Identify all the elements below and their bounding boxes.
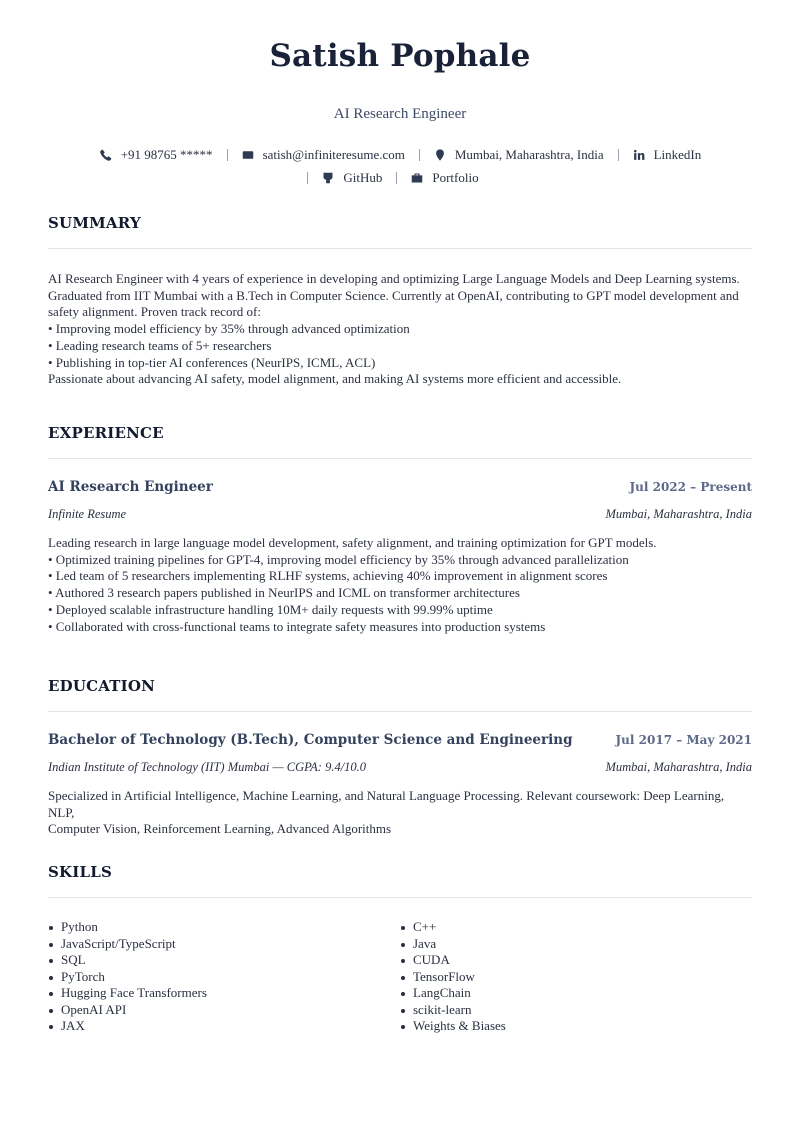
summary-divider [48,248,752,249]
degree-school: Indian Institute of Technology (IIT) Mumbai — CGPA: 9.4/10.0 [48,760,367,774]
summary-line: AI Research Engineer with 4 years of experience in developing and optimizing Large Language Models and Deep Learning systems. [48,271,740,286]
contact-bar [48,146,752,187]
skill-item: Python [48,919,400,936]
contact-email-text: satish@infiniteresume.com [262,147,405,162]
job-line: • Deployed scalable infrastructure handling 10M+ daily requests with 99.99% uptime [48,601,493,617]
github-icon [321,171,335,185]
job-description [48,535,752,635]
summary-text [48,271,752,388]
skill-item: Weights & Biases [400,1018,752,1035]
skill-item: OpenAI API [48,1002,400,1019]
skill-item: C++ [400,919,752,936]
envelope-icon [241,148,255,162]
linkedin-icon [632,148,646,162]
skills-grid [48,919,752,1035]
phone-icon [99,148,113,162]
degree-header [48,732,752,748]
summary-line: Graduated from IIT Mumbai with a B.Tech in Computer Science. Currently at OpenAI, contributing to GPT model development and [48,287,739,303]
degree-title: Bachelor of Technology (B.Tech), Computer Science and Engineering [48,732,573,748]
job-line: • Collaborated with cross-functional teams to integrate safety measures into production systems [48,618,546,634]
degree-location: Mumbai, Maharashtra, India [605,760,752,774]
education-section [48,677,752,838]
job-title: AI Research Engineer [48,479,213,495]
summary-line: safety alignment. Proven track record of: [48,304,261,320]
skill-item: Hugging Face Transformers [48,985,400,1002]
summary-line: • Improving model efficiency by 35% through advanced optimization [48,321,410,337]
degree-dates: Jul 2017 – May 2021 [615,733,752,747]
contact-github[interactable] [307,169,396,187]
job-header [48,479,752,495]
education-divider [48,711,752,712]
contact-phone[interactable] [85,146,227,164]
job-subheader [48,507,752,522]
experience-heading: EXPERIENCE [48,424,164,442]
contact-location-text: Mumbai, Maharashtra, India [454,147,604,162]
summary-line: • Leading research teams of 5+ researchers [48,337,272,353]
degree-description [48,788,752,838]
contact-github-text: GitHub [343,170,383,185]
job-line: Leading research in large language model development, safety alignment, and training optimization for GPT models. [48,535,657,550]
job-line: • Optimized training pipelines for GPT-4, improving model efficiency by 35% through advanced parallelization [48,551,629,567]
contact-email[interactable] [227,146,419,164]
summary-line: • Publishing in top-tier AI conferences (NeurIPS, ICML, ACL) [48,354,376,370]
degree-subheader [48,760,752,775]
skill-item: SQL [48,952,400,969]
experience-divider [48,458,752,459]
job-company: Infinite Resume [48,507,127,521]
contact-location [419,146,618,164]
skill-item: PyTorch [48,969,400,986]
education-heading: EDUCATION [48,677,156,695]
candidate-name: Satish Pophale [269,38,531,74]
skill-item: TensorFlow [400,969,752,986]
skill-item: LangChain [400,985,752,1002]
job-dates: Jul 2022 – Present [629,480,752,494]
contact-linkedin-text: LinkedIn [653,147,702,162]
skill-item: JavaScript/TypeScript [48,936,400,953]
degree-line: Computer Vision, Reinforcement Learning, Advanced Algorithms [48,821,392,837]
skills-right-column [400,919,752,1035]
contact-linkedin[interactable] [618,146,716,164]
contact-portfolio[interactable] [396,169,492,187]
skills-section [48,863,752,1035]
job-line: • Authored 3 research papers published in NeurIPS and ICML on transformer architectures [48,585,520,601]
skill-item: CUDA [400,952,752,969]
job-line: • Led team of 5 researchers implementing RLHF systems, achieving 40% improvement in alignment scores [48,568,608,584]
summary-section [48,214,752,388]
skills-left-column [48,919,400,1035]
summary-line: Passionate about advancing AI safety, model alignment, and making AI systems more efficient and accessible. [48,371,622,387]
skill-item: JAX [48,1018,400,1035]
briefcase-icon [410,171,424,185]
contact-portfolio-text: Portfolio [432,170,479,185]
candidate-role: AI Research Engineer [333,106,467,122]
job-location: Mumbai, Maharashtra, India [605,507,752,521]
experience-section [48,424,752,635]
summary-heading: SUMMARY [48,214,141,232]
skills-heading: SKILLS [48,863,113,881]
skill-item: Java [400,936,752,953]
skills-divider [48,897,752,898]
map-pin-icon [433,148,447,162]
contact-phone-text: +91 98765 ***** [120,147,213,162]
skill-item: scikit-learn [400,1002,752,1019]
degree-line: Specialized in Artificial Intelligence, Machine Learning, and Natural Language Processing. Relevant coursework: Deep Learning, NLP, [48,788,725,820]
